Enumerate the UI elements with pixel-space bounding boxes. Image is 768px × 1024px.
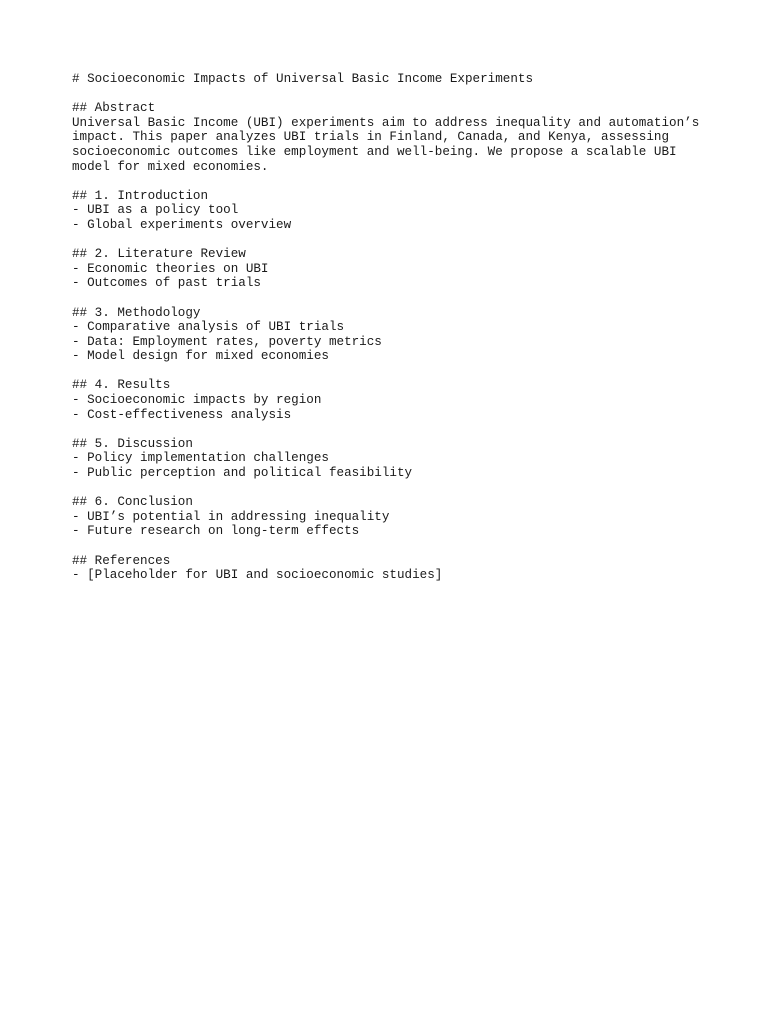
section-results	[72, 378, 712, 422]
section-heading: ## 1. Introduction	[72, 188, 209, 203]
list-item: - Data: Employment rates, poverty metrics	[72, 334, 382, 349]
spacer	[72, 174, 712, 189]
list-item: - Economic theories on UBI	[72, 261, 269, 276]
list-item: - Policy implementation challenges	[72, 451, 329, 466]
section-conclusion	[72, 495, 712, 539]
section-heading: ## 2. Literature Review	[72, 247, 246, 262]
section-methodology	[72, 306, 712, 364]
spacer	[72, 364, 712, 379]
abstract-line: impact. This paper analyzes UBI trials in Finland, Canada, and Kenya, assessing	[72, 130, 670, 145]
spacer	[72, 233, 712, 248]
list-item: - Future research on long-term effects	[72, 524, 360, 539]
spacer	[72, 291, 712, 306]
list-item: - Comparative analysis of UBI trials	[72, 320, 345, 335]
list-item: - UBI as a policy tool	[72, 203, 239, 218]
abstract-heading: ## Abstract	[72, 101, 156, 116]
spacer	[72, 87, 712, 102]
spacer	[72, 539, 712, 554]
list-item: - Cost-effectiveness analysis	[72, 407, 292, 422]
list-item: - Global experiments overview	[72, 217, 292, 232]
document-body	[72, 72, 712, 583]
section-references	[72, 554, 712, 583]
abstract-line: socioeconomic outcomes like employment and well-being. We propose a scalable UBI	[72, 144, 677, 159]
section-introduction	[72, 189, 712, 233]
section-heading: ## 6. Conclusion	[72, 495, 193, 510]
section-heading: ## 4. Results	[72, 378, 171, 393]
spacer	[72, 422, 712, 437]
section-heading: ## 3. Methodology	[72, 305, 201, 320]
spacer	[72, 481, 712, 496]
list-item: - Socioeconomic impacts by region	[72, 393, 322, 408]
list-item: - Outcomes of past trials	[72, 276, 261, 291]
list-item: - Model design for mixed economies	[72, 349, 329, 364]
section-discussion	[72, 437, 712, 481]
abstract-section	[72, 101, 712, 174]
abstract-line: model for mixed economies.	[72, 159, 269, 174]
section-literature-review	[72, 247, 712, 291]
abstract-line: Universal Basic Income (UBI) experiments aim to address inequality and automation’s	[72, 115, 700, 130]
document-title: # Socioeconomic Impacts of Universal Basic Income Experiments	[72, 72, 534, 86]
section-heading: ## 5. Discussion	[72, 436, 193, 451]
section-heading: ## References	[72, 553, 171, 568]
list-item: - [Placeholder for UBI and socioeconomic studies]	[72, 568, 443, 583]
list-item: - Public perception and political feasibility	[72, 466, 413, 481]
list-item: - UBI’s potential in addressing inequality	[72, 509, 390, 524]
